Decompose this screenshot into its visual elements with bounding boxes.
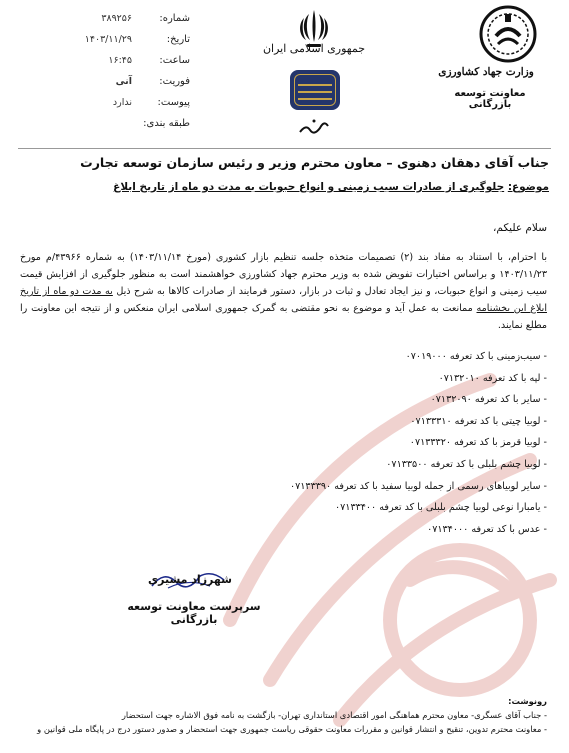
header-divider	[18, 148, 551, 149]
subject-line	[19, 181, 549, 193]
ministry-name: وزارت جهاد کشاورزی	[438, 66, 534, 78]
body-text-underlined: به مدت دو ماه از تاریخ ابلاغ این بخشنامه	[20, 286, 547, 314]
urgency-row	[40, 71, 190, 92]
classification-label: طبقه بندی:	[143, 118, 190, 129]
national-seal-icon	[290, 70, 340, 110]
subject-text: جلوگیری از صادرات سیب زمینی و انواع حبوبات به مدت دو ماه از تاریخ ابلاغ	[113, 181, 505, 193]
list-item: - سایر لوبیاهای رسمی از جمله لوبیا سفید با کد تعرفه ۰۷۱۳۳۳۹۰	[289, 480, 547, 492]
ministry-logo-icon	[478, 4, 538, 64]
date-value: ۱۴۰۳/۱۱/۲۹	[84, 34, 132, 45]
number-value: ۳۸۹۲۵۶	[101, 13, 132, 24]
body-paragraph	[20, 249, 547, 334]
cc-label: رونوشت:	[508, 696, 547, 706]
attachment-row	[40, 92, 190, 113]
list-item: - لپه با کد تعرفه ۰۷۱۳۲۰۱۰	[438, 372, 547, 384]
urgency-label: فوریت:	[159, 76, 190, 87]
list-item: - عدس با کد تعرفه ۰۷۱۳۴۰۰۰	[427, 523, 547, 535]
tariff-items-list	[247, 346, 547, 540]
signer-name: شهرزاد مشیری	[148, 573, 232, 586]
number-label: شماره:	[159, 13, 190, 24]
list-item: - لوبیا قرمز با کد تعرفه ۰۷۱۳۳۳۲۰	[409, 437, 547, 449]
cc-line: - جناب آقای عسگری- معاون محترم هماهنگی امور اقتصادی استانداری تهران- بازگشت به نامه فوق الاشاره جهت استحضار	[121, 710, 547, 720]
list-item: - یامبارا نوعی لوبیا چشم بلبلی با کد تعرفه ۰۷۱۳۳۴۰۰	[334, 502, 547, 514]
time-value: ۱۶:۴۵	[108, 55, 132, 66]
body-text-part2: ممانعت به عمل آید و موضوع به نحو مقتضی به گمرک جمهوری اسلامی ایران منعکس و از نتیجه این معاونت را مطلع نمایند.	[20, 303, 547, 331]
recipient-line: جناب آقای دهقان دهنوی – معاون محترم وزیر و رئیس سازمان توسعه تجارت	[80, 155, 549, 170]
list-item: - لوبیا چیتی با کد تعرفه ۰۷۱۳۳۳۱۰	[410, 415, 547, 427]
reference-block	[40, 8, 190, 134]
time-label: ساعت:	[159, 55, 190, 66]
attachment-value: ندارد	[112, 97, 132, 108]
date-label: تاریخ:	[166, 34, 190, 45]
list-item: - سایر با کد تعرفه ۰۷۱۳۲۰۹۰	[430, 394, 547, 406]
government-name: جمهوری اسلامی ایران	[262, 42, 366, 55]
signer-title: سرپرست معاونت توسعه بازرگانی	[127, 600, 261, 626]
cc-line: - معاونت محترم تدوین، تنقیح و انتشار قوانین و مقررات معاونت حقوقی ریاست جمهوری جهت استحضار و صدور دستور درج در پایگاه ملی قوانین و	[37, 724, 547, 734]
time-row	[40, 50, 190, 71]
urgency-value: آنی	[115, 76, 132, 87]
list-item: - سیب‌زمینی با کد تعرفه ۰۷۰۱۹۰۰۰	[405, 351, 547, 362]
attachment-label: پیوست:	[157, 97, 190, 108]
deputy-name: معاونت توسعه بازرگانی	[454, 88, 526, 110]
number-row	[40, 8, 190, 29]
body-text-part1: با احترام، با استناد به مفاد بند (۲) تصمیمات متخذه جلسه تنظیم بازار کشوری (مورخ ۱۴۰۳/۱۱/۱۴) به شماره ۴۳۹۶۶/م مورخ ۱۴۰۳/۱۱/۲۳ و براساس اختیارات تفویض شده به وزیر محترم جهاد کشاورزی خواهشمند است به منظور جلوگیری از افزایش قیمت سیب زمینی و انواع حبوبات، و نیز ایجاد تعادل و ثبات در بازار، دستور فرمایند از صادرات کالاها به شرح ذیل	[20, 252, 547, 297]
calligraphy-icon	[296, 116, 332, 138]
cc-block	[17, 694, 547, 736]
date-row	[40, 29, 190, 50]
greeting: سلام علیکم،	[493, 222, 547, 234]
subject-label: موضوع:	[507, 181, 549, 193]
classification-row	[40, 113, 190, 134]
list-item: - لوبیا چشم بلبلی با کد تعرفه ۰۷۱۳۳۵۰۰	[386, 458, 547, 470]
